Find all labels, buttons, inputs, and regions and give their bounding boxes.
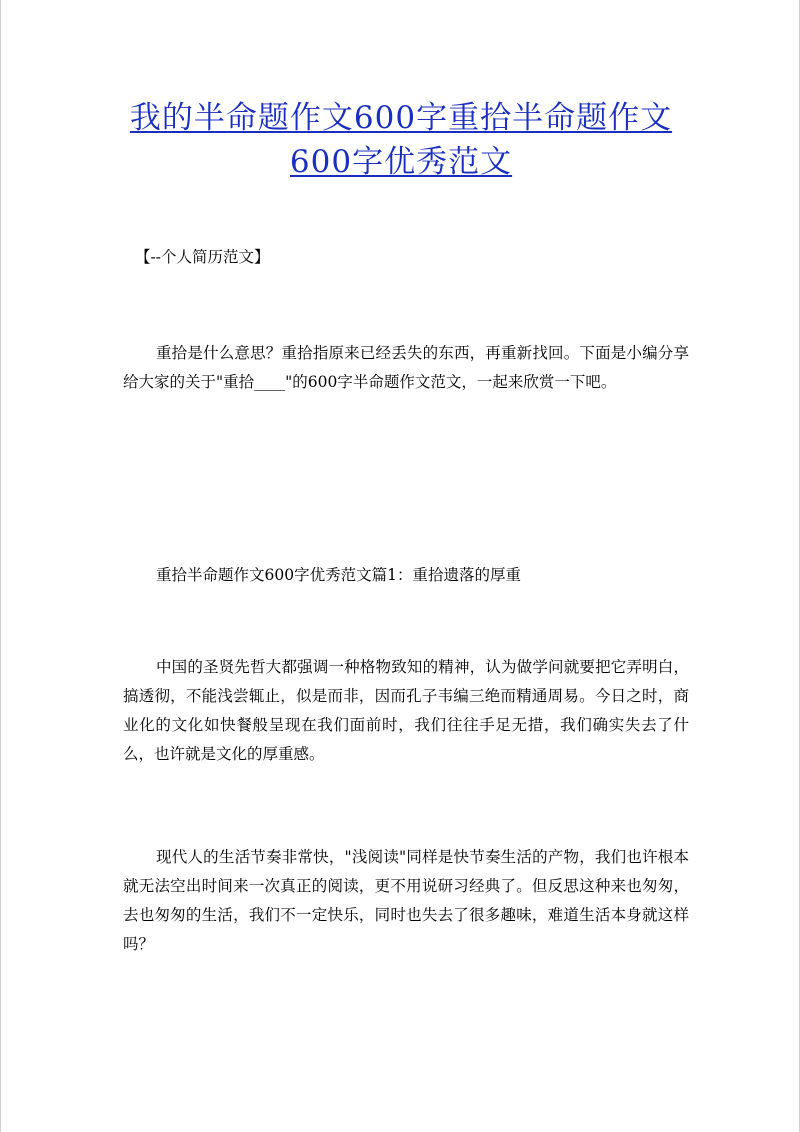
body-paragraph-1: 中国的圣贤先哲大都强调一种格物致知的精神，认为做学问就要把它弄明白，搞透彻，不能浅尝辄止，似是而非，因而孔子韦编三绝而精通周易。今日之时，商业化的文化如快餐般呈现在我们面前时，我们往往手足无措，我们确实失去了什么，也许就是文化的厚重感。 xyxy=(123,658,689,763)
intro-paragraph: 重拾是什么意思？重拾指原来已经丢失的东西，再重新找回。下面是小编分享给大家的关于"重拾____"的600字半命题作文范文，一起来欣赏一下吧。 xyxy=(123,344,689,391)
body-paragraph-2: 现代人的生活节奏非常快，"浅阅读"同样是快节奏生活的产物，我们也许根本就无法空出时间来一次真正的阅读，更不用说研习经典了。但反思这种来也匆匆，去也匆匆的生活，我们不一定快乐，同时也失去了很多趣味，难道生活本身就这样吗？ xyxy=(123,848,689,953)
document-title xyxy=(111,96,691,184)
category-tag: 【--个人简历范文】 xyxy=(135,248,270,266)
essay-heading: 重拾半命题作文600字优秀范文篇1：重拾遗落的厚重 xyxy=(156,566,521,584)
title-link[interactable]: 我的半命题作文600字重拾半命题作文600字优秀范文 xyxy=(129,100,673,180)
